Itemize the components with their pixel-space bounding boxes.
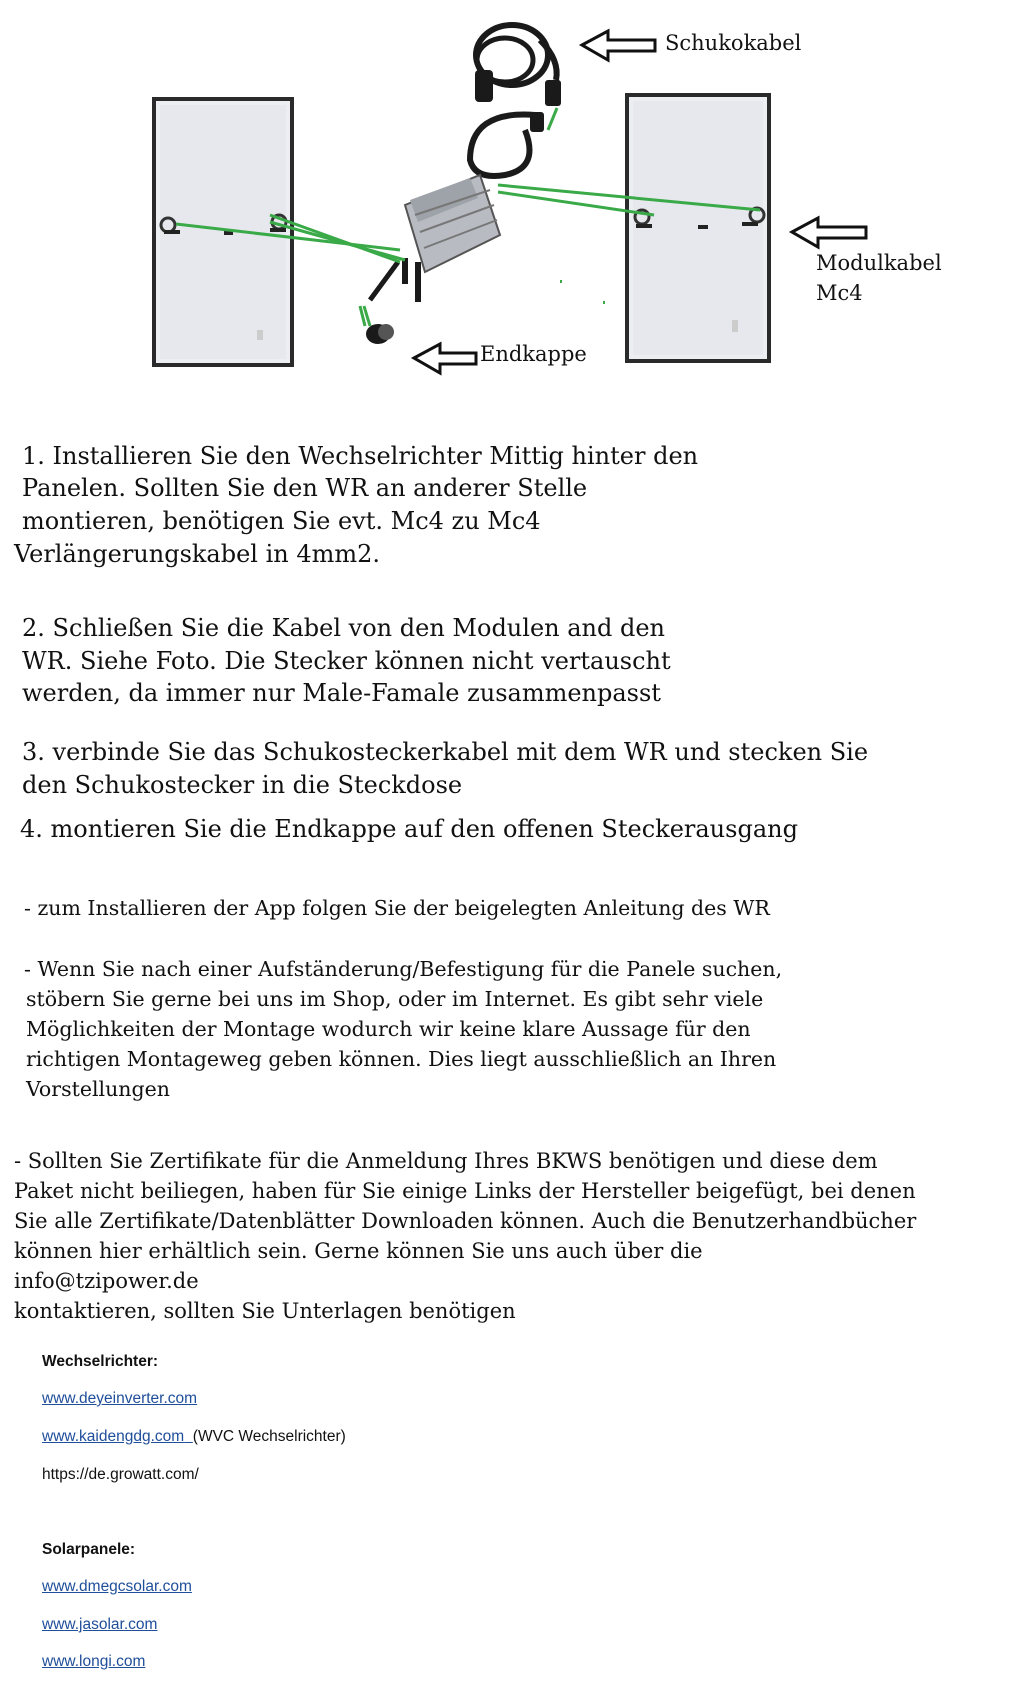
- contact-email: info@tzipower.de: [14, 1269, 199, 1293]
- left-solar-panel: [154, 99, 292, 365]
- step-2-line: WR. Siehe Foto. Die Stecker können nicht vertauscht: [22, 647, 671, 675]
- note-certificates-line: kontaktieren, sollten Sie Unterlagen benötigen: [14, 1299, 516, 1323]
- ac-cable: [470, 115, 535, 176]
- arrow-endkappe-icon: [414, 344, 476, 373]
- label-endkappe: Endkappe: [480, 342, 587, 366]
- label-modulkabel: Modulkabel: [816, 251, 942, 275]
- link-deyeinverter[interactable]: www.deyeinverter.com: [42, 1390, 198, 1407]
- arrow-modulkabel-icon: [792, 218, 866, 247]
- inverters-heading: Wechselrichter:: [42, 1353, 159, 1370]
- right-solar-panel: [627, 95, 769, 361]
- note-mounting-line: Möglichkeiten der Montage wodurch wir keine klare Aussage für den: [26, 1017, 751, 1041]
- link-growatt: https://de.growatt.com/: [42, 1466, 199, 1483]
- note-certificates-line: können hier erhältlich sein. Gerne können Sie uns auch über die: [14, 1239, 703, 1263]
- note-certificates-line: - Sollten Sie Zertifikate für die Anmeldung Ihres BKWS benötigen und diese dem: [14, 1149, 878, 1173]
- step-2-line: werden, da immer nur Male-Famale zusammenpasst: [22, 679, 661, 707]
- note-certificates-line: Paket nicht beiliegen, haben für Sie einige Links der Hersteller beigefügt, bei denen: [14, 1179, 916, 1203]
- step-1-line: Panelen. Sollten Sie den WR an anderer Stelle: [22, 474, 588, 502]
- label-mc4: Mc4: [816, 281, 863, 305]
- step-3-line: den Schukostecker in die Steckdose: [22, 771, 463, 799]
- note-mounting-line: - Wenn Sie nach einer Aufständerung/Befestigung für die Panele suchen,: [24, 957, 783, 981]
- note-mounting-line: Vorstellungen: [26, 1077, 170, 1101]
- kaideng-suffix: (WVC Wechselrichter): [192, 1428, 346, 1445]
- step-4-line: 4. montieren Sie die Endkappe auf den offenen Steckerausgang: [20, 815, 798, 843]
- arrow-schukokabel-icon: [582, 31, 655, 60]
- step-2-line: 2. Schließen Sie die Kabel von den Modulen and den: [22, 614, 666, 642]
- label-schukokabel: Schukokabel: [665, 31, 802, 55]
- note-certificates-line: Sie alle Zertifikate/Datenblätter Downloaden können. Auch die Benutzerhandbücher: [14, 1209, 917, 1233]
- step-1-line: montieren, benötigen Sie evt. Mc4 zu Mc4: [22, 507, 541, 535]
- installation-diagram: [0, 0, 1010, 400]
- link-kaidengdg[interactable]: www.kaidengdg.com: [42, 1428, 185, 1445]
- link-kaidengdg-underscore[interactable]: [184, 1428, 193, 1445]
- step-1-line: Verlängerungskabel in 4mm2.: [14, 540, 381, 568]
- end-cap: [366, 324, 394, 344]
- panels-heading: Solarpanele:: [42, 1541, 136, 1558]
- step-1-line: 1. Installieren Sie den Wechselrichter Mittig hinter den: [22, 442, 699, 470]
- step-3-line: 3. verbinde Sie das Schukosteckerkabel mit dem WR und stecken Sie: [22, 738, 869, 766]
- link-jasolar[interactable]: www.jasolar.com: [42, 1616, 158, 1633]
- link-dmegcsolar[interactable]: www.dmegcsolar.com: [42, 1578, 192, 1595]
- microinverter: [370, 175, 500, 302]
- link-longi[interactable]: www.longi.com: [42, 1653, 146, 1670]
- note-app: - zum Installieren der App folgen Sie der beigelegten Anleitung des WR: [24, 896, 770, 920]
- note-mounting-line: richtigen Montageweg geben können. Dies liegt ausschließlich an Ihren: [26, 1047, 777, 1071]
- note-mounting-line: stöbern Sie gerne bei uns im Shop, oder im Internet. Es gibt sehr viele: [26, 987, 764, 1011]
- schuko-cable: [475, 25, 561, 106]
